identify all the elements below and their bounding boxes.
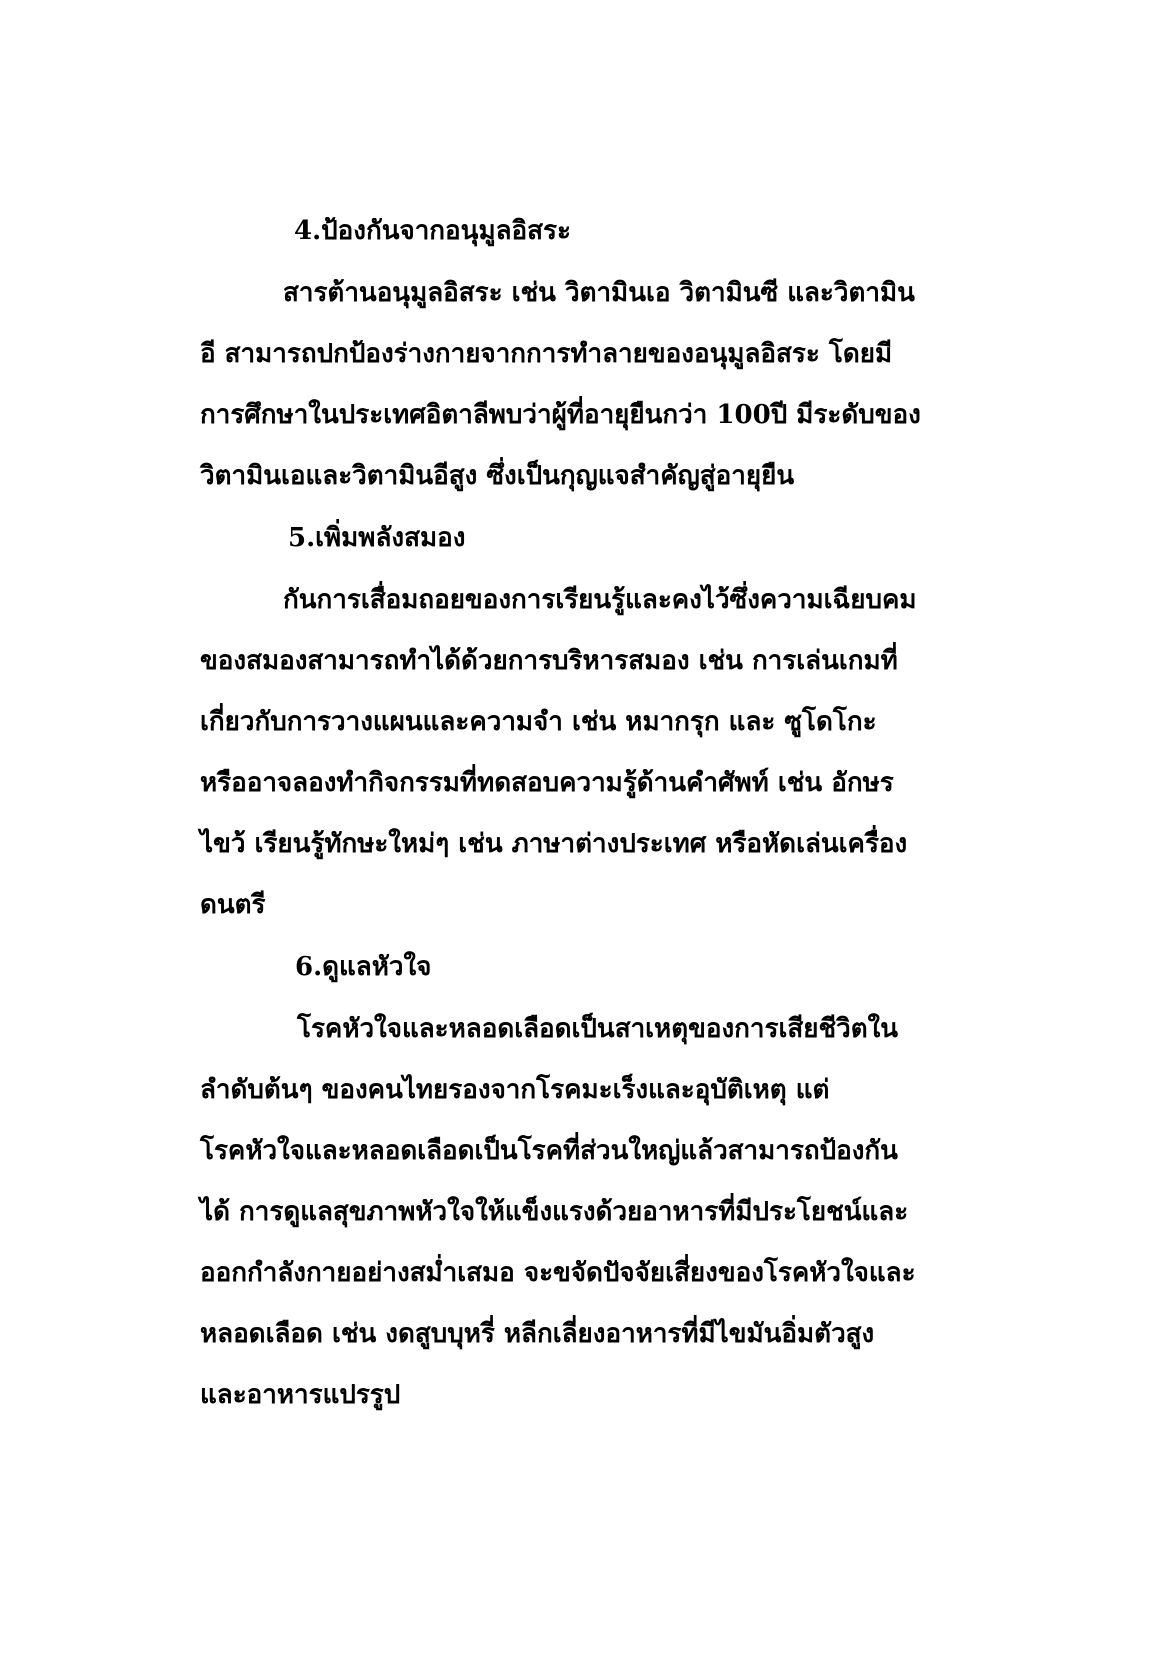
paragraph-brain-power [200, 570, 980, 936]
paragraph-line: ไขว้ เรียนรู้ทักษะใหม่ๆ เช่น ภาษาต่างประเทศ หรือหัดเล่นเครื่อง [200, 829, 908, 859]
paragraph-line: ได้ การดูแลสุขภาพหัวใจให้แข็งแรงด้วยอาหารที่มีประโยชน์และ [200, 1197, 909, 1227]
paragraph-line: หรืออาจลองทำกิจกรรมที่ทดสอบความรู้ด้านคำศัพท์ เช่น อักษร [200, 768, 894, 798]
paragraph-line: ลำดับต้นๆ ของคนไทยรองจากโรคมะเร็งและอุบัติเหตุ แต่ [200, 1075, 830, 1105]
paragraph-line: โรคหัวใจและหลอดเลือดเป็นโรคที่ส่วนใหญ่แล้วสามารถป้องกัน [200, 1136, 898, 1166]
section-heading-heart-care: 6.ดูแลหัวใจ [295, 952, 432, 982]
paragraph-line: สารต้านอนุมูลอิสระ เช่น วิตามินเอ วิตามินซี และวิตามิน [283, 278, 915, 308]
paragraph-line: ออกกำลังกายอย่างสม่ำเสมอ จะขจัดปัจจัยเสี่ยงของโรคหัวใจและ [200, 1258, 916, 1288]
section-heading-free-radicals: 4.ป้องกันจากอนุมูลอิสระ [294, 216, 571, 246]
paragraph-line: ดนตรี [200, 890, 266, 920]
section-heading-brain-power: 5.เพิ่มพลังสมอง [288, 523, 466, 553]
paragraph-line: วิตามินเอและวิตามินอีสูง ซึ่งเป็นกุญแจสำคัญสู่อายุยืน [200, 461, 795, 491]
paragraph-line: การศึกษาในประเทศอิตาลีพบว่าผู้ที่อายุยืนกว่า 100ปี มีระดับของ [200, 400, 921, 430]
paragraph-line: กันการเสื่อมถอยของการเรียนรู้และคงไว้ซึ่งความเฉียบคม [283, 585, 917, 615]
paragraph-free-radicals [200, 263, 980, 507]
paragraph-line: หลอดเลือด เช่น งดสูบบุหรี่ หลีกเลี่ยงอาหารที่มีไขมันอิ่มตัวสูง [200, 1319, 875, 1349]
paragraph-heart-care [200, 999, 980, 1426]
paragraph-line: ของสมองสามารถทำได้ด้วยการบริหารสมอง เช่น การเล่นเกมที่ [200, 646, 898, 676]
paragraph-line: และอาหารแปรรูป [200, 1380, 401, 1410]
document-body [200, 200, 980, 1426]
paragraph-line: โรคหัวใจและหลอดเลือดเป็นสาเหตุของการเสียชีวิตใน [297, 1014, 899, 1044]
paragraph-line: เกี่ยวกับการวางแผนและความจำ เช่น หมากรุก และ ซูโดโกะ [200, 707, 877, 737]
paragraph-line: อี สามารถปกป้องร่างกายจากการทำลายของอนุมูลอิสระ โดยมี [200, 339, 893, 369]
